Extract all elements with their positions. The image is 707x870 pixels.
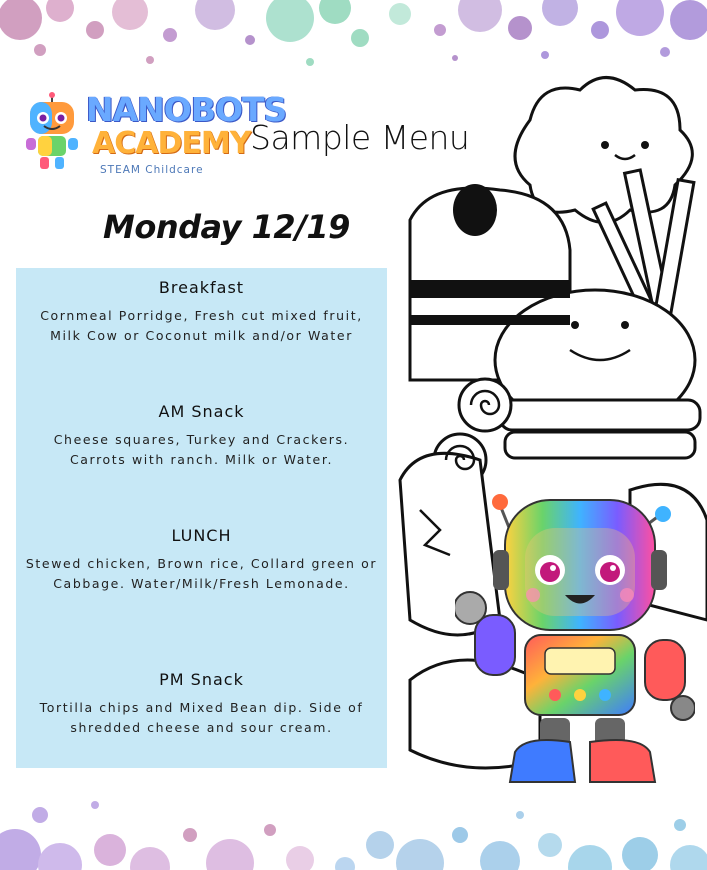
meal-description: Tortilla chips and Mixed Bean dip. Side of shredded cheese and sour cream.	[39, 700, 364, 735]
brand-name-line1: NANOBOTS	[86, 90, 287, 129]
meal-breakfast	[16, 278, 387, 345]
page-title: Sample Menu	[250, 118, 470, 157]
meal-description: Stewed chicken, Brown rice, Collard green or Cabbage. Water/Milk/Fresh Lemonade.	[25, 556, 378, 591]
brand-tagline: STEAM Childcare	[100, 164, 204, 176]
rainbow-robot-illustration	[455, 490, 695, 790]
meal-title: PM Snack	[159, 670, 244, 689]
meal-title: LUNCH	[171, 526, 232, 545]
brand-logo	[22, 88, 287, 183]
meal-lunch	[16, 526, 387, 593]
robot-logo-icon	[22, 92, 82, 172]
meal-title: AM Snack	[158, 402, 245, 421]
meal-description: Cheese squares, Turkey and Crackers. Carrots with ranch. Milk or Water.	[53, 432, 350, 467]
meal-description: Cornmeal Porridge, Fresh cut mixed fruit, Milk Cow or Coconut milk and/or Water	[40, 308, 363, 343]
menu-box	[16, 268, 387, 768]
meal-pm-snack	[16, 670, 387, 737]
meal-title: Breakfast	[158, 278, 245, 297]
day-heading: Monday 12/19	[103, 208, 350, 246]
meal-am-snack	[16, 402, 387, 469]
brand-name-line2: ACADEMY	[92, 126, 251, 161]
